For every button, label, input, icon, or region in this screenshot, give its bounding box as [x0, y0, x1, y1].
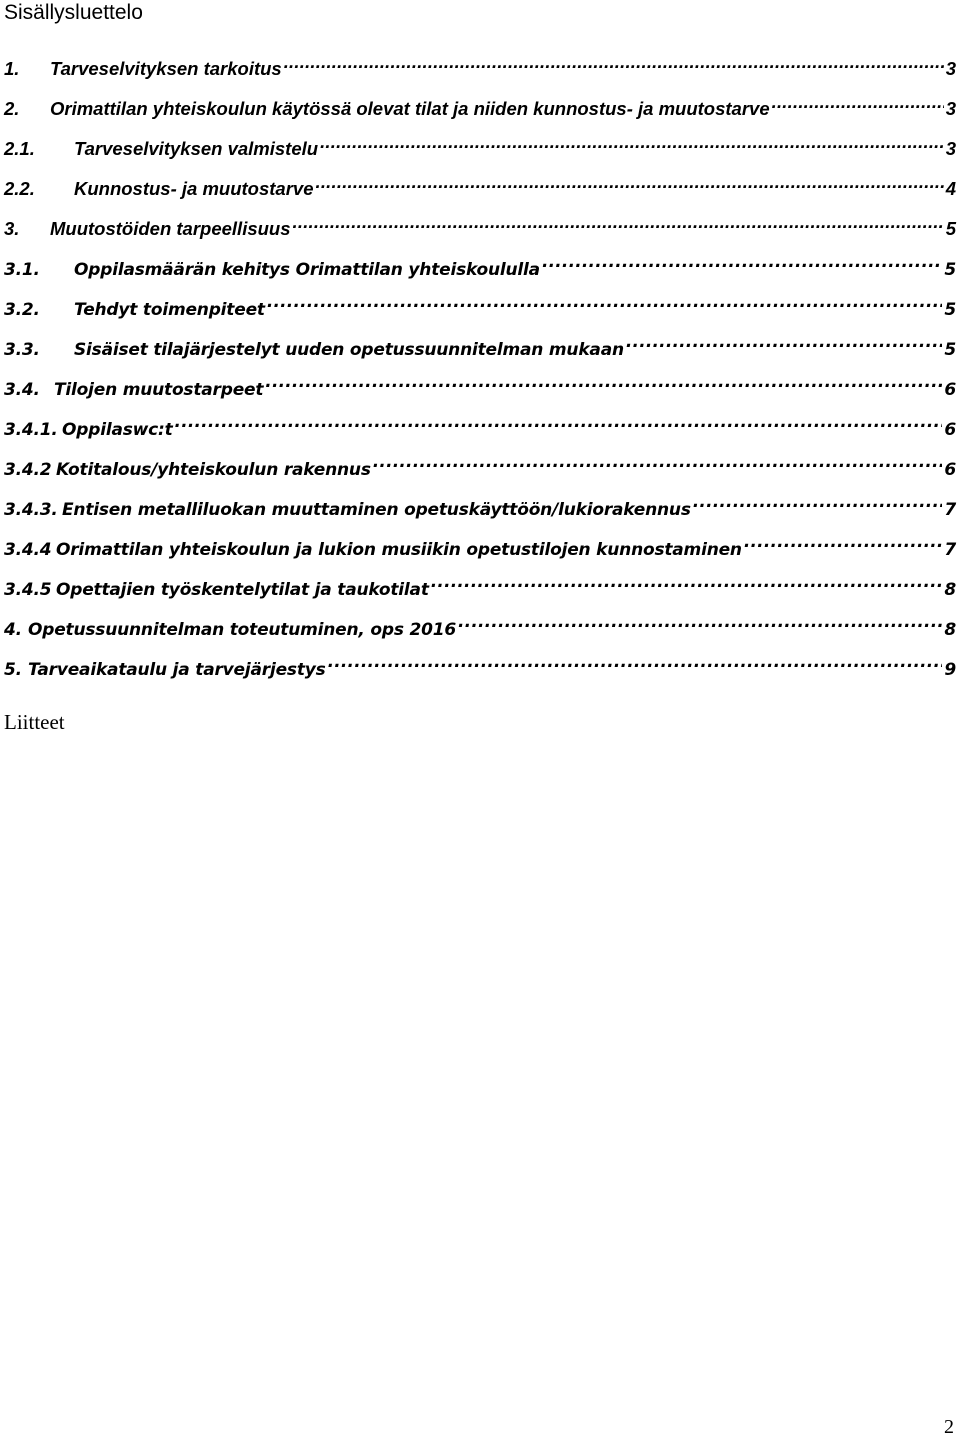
toc-entry-number: 1.: [4, 58, 20, 79]
page-number: 2: [944, 1416, 954, 1438]
toc-entry-page: 5: [945, 218, 956, 239]
toc-dot-leader: [626, 329, 942, 355]
toc-entry-title: Sisäiset tilajärjestelyt uuden opetussuunnitelman mukaan: [74, 340, 624, 360]
toc-entry-number: 3.4.5: [4, 580, 52, 600]
toc-entry-page: 7: [944, 500, 956, 520]
toc-entry[interactable]: [4, 449, 956, 480]
toc-entry-page: 9: [944, 660, 956, 680]
toc-entry-page: 5: [944, 260, 956, 280]
toc-entry-number: 3.: [4, 218, 20, 239]
toc-entry-title: Orimattilan yhteiskoulun ja lukion musiikin opetustilojen kunnostaminen: [56, 540, 742, 560]
toc-entry-title: Tehdyt toimenpiteet: [74, 300, 265, 320]
toc-entry[interactable]: [4, 369, 956, 400]
toc-entry[interactable]: [4, 529, 956, 560]
toc-entry-page: 7: [944, 540, 956, 560]
toc-entry-number: 3.3.: [4, 340, 40, 360]
toc-entry-title: Tarveselvityksen tarkoitus: [50, 58, 282, 79]
toc-entry[interactable]: [4, 609, 956, 640]
toc-entry-page: 6: [944, 380, 956, 400]
toc-entry-title: Orimattilan yhteiskoulun käytössä olevat tilat ja niiden kunnostus- ja muutostarve: [50, 98, 770, 119]
toc-entry[interactable]: [4, 489, 956, 520]
toc-entry-page: 8: [944, 620, 956, 640]
toc-entry-page: 3: [945, 138, 956, 159]
page-title: Sisällysluettelo: [4, 1, 143, 24]
toc-entry-number: 3.4.1.: [4, 420, 58, 440]
toc-entry-number: 2.: [4, 98, 20, 119]
toc-entry-number: 3.1.: [4, 260, 40, 280]
toc-dot-leader: [316, 169, 944, 195]
toc-dot-leader: [431, 569, 943, 595]
toc-entry-number: 2.1.: [4, 138, 35, 159]
toc-entry-number: 4.: [4, 620, 22, 640]
toc-dot-leader: [293, 209, 944, 235]
toc-dot-leader: [542, 249, 942, 275]
toc-entry-page: 4: [945, 178, 956, 199]
toc-entry-title: Oppilasmäärän kehitys Orimattilan yhteiskoululla: [74, 260, 540, 280]
toc-entry[interactable]: [4, 409, 956, 440]
toc-entry-title: Oppilaswc:t: [62, 420, 173, 440]
toc-entry[interactable]: [4, 649, 956, 680]
toc-entry-title: Muutostöiden tarpeellisuus: [50, 218, 291, 239]
toc-entry-number: 3.4.3.: [4, 500, 58, 520]
toc-entry[interactable]: [4, 89, 956, 119]
toc-entry-page: 6: [944, 420, 956, 440]
toc-entry-number: 2.2.: [4, 178, 35, 199]
toc-entry-page: 5: [944, 340, 956, 360]
toc-entry-page: 3: [945, 98, 956, 119]
toc-dot-leader: [265, 369, 942, 395]
toc-entry-title: Tilojen muutostarpeet: [54, 380, 264, 400]
toc-dot-leader: [328, 649, 943, 675]
toc-entry[interactable]: [4, 289, 956, 320]
toc-entry-title: Tarveselvityksen valmistelu: [74, 138, 319, 159]
toc-dot-leader: [458, 609, 942, 635]
toc-entry[interactable]: [4, 129, 956, 159]
toc-dot-leader: [267, 289, 943, 315]
toc-dot-leader: [693, 489, 943, 515]
toc-dot-leader: [744, 529, 943, 555]
toc-entry-title: Kotitalous/yhteiskoulun rakennus: [56, 460, 371, 480]
toc-entry-title: Opettajien työskentelytilat ja taukotilat: [56, 580, 429, 600]
toc-entry-number: 3.4.4: [4, 540, 52, 560]
toc-entry-title: Opetussuunnitelman toteutuminen, ops 2016: [28, 620, 456, 640]
toc-entry[interactable]: [4, 569, 956, 600]
toc-entry-number: 3.2.: [4, 300, 40, 320]
toc-entry-title: Entisen metalliluokan muuttaminen opetuskäyttöön/lukiorakennus: [62, 500, 691, 520]
toc-dot-leader: [373, 449, 943, 475]
toc-entry-number: 5.: [4, 660, 22, 680]
toc-entry-page: 6: [944, 460, 956, 480]
toc-entry-title: Tarveaikataulu ja tarvejärjestys: [28, 660, 326, 680]
toc-entry[interactable]: [4, 169, 956, 199]
toc-entry-number: 3.4.: [4, 380, 40, 400]
toc-entry-page: 3: [945, 58, 956, 79]
toc-entry-number: 3.4.2: [4, 460, 52, 480]
toc-entry[interactable]: [4, 209, 956, 239]
toc-entry-page: 5: [944, 300, 956, 320]
toc-dot-leader: [772, 89, 944, 115]
appendix-heading: Liitteet: [4, 710, 65, 734]
toc-entry-page: 8: [944, 580, 956, 600]
toc-dot-leader: [320, 129, 944, 155]
toc-entry[interactable]: [4, 329, 956, 360]
toc-entry[interactable]: [4, 49, 956, 79]
toc-entry[interactable]: [4, 249, 956, 280]
toc-dot-leader: [175, 409, 943, 435]
toc-entry-title: Kunnostus- ja muutostarve: [74, 178, 314, 199]
toc-dot-leader: [284, 49, 944, 75]
